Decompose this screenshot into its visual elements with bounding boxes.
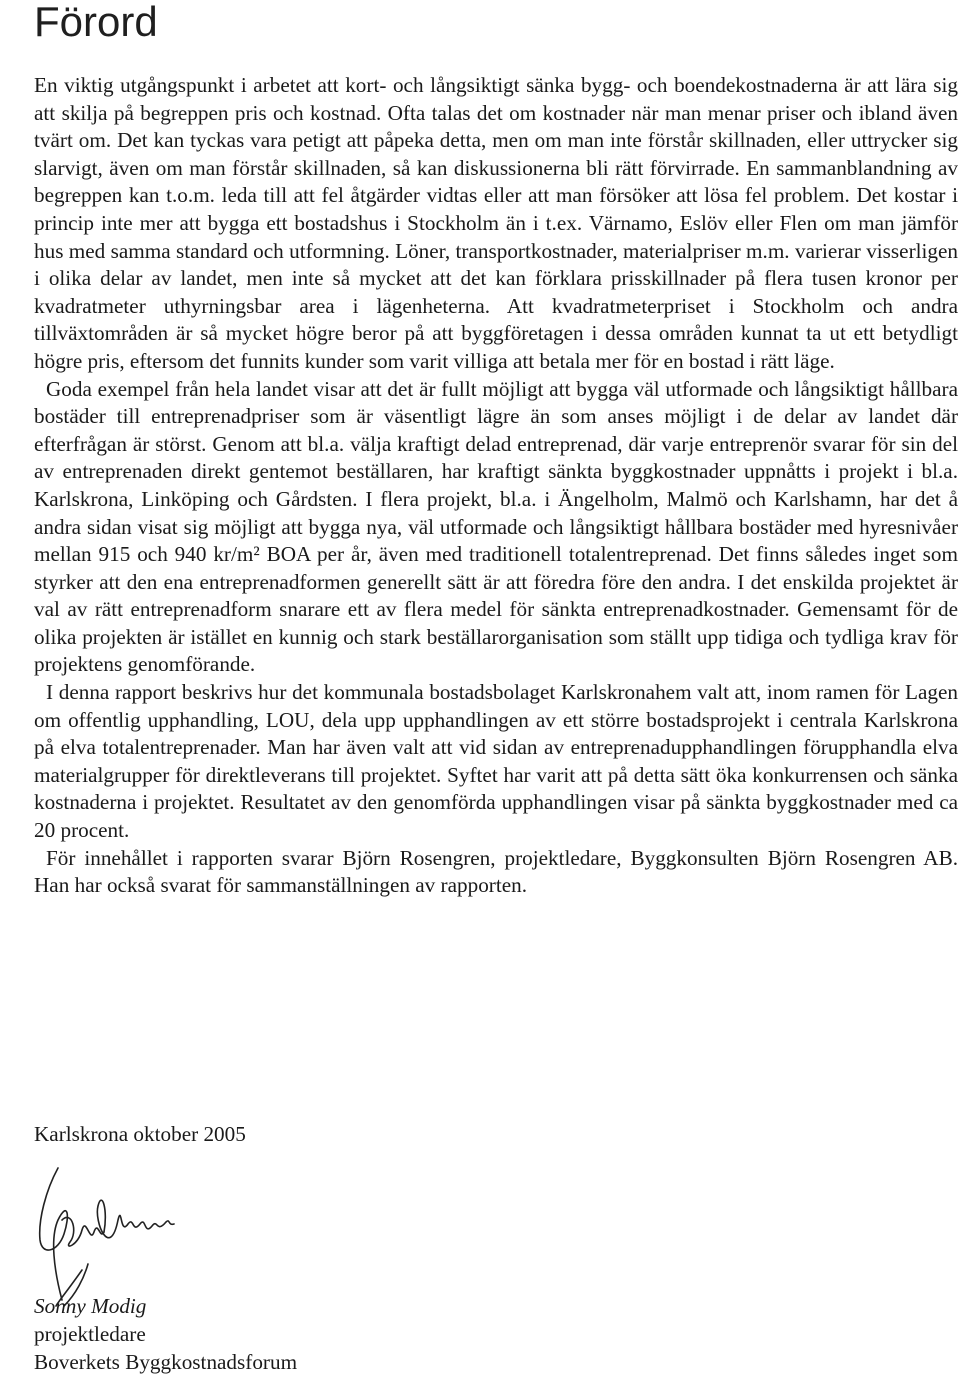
body-text (34, 72, 958, 900)
signatory-organization: Boverkets Byggkostnadsforum (34, 1350, 298, 1374)
page-title: Förord (34, 0, 158, 45)
paragraph-1: En viktig utgångspunkt i arbetet att kort- och långsiktigt sänka bygg- och boendekostnaderna är att lära sig att skilja på begreppen pris och kostnad. Ofta talas det om kostnader när man menar priser och ibland även tvärt om. Det kan tyckas vara petigt att påpeka detta, men om man inte förstår skillnaden, eller uttrycker sig slarvigt, även om man förstår skillnaden, så kan diskussionerna bli rätt förvirrade. En sammanblandning av begreppen kan t.o.m. leda till att fel åtgärder vidtas eller att man försöker att lösa fel problem. Det kostar i princip inte mer att bygga ett bostadshus i Stockholm än i t.ex. Värnamo, Eslöv eller Flen om man jämför hus med samma standard och utformning. Löner, transportkostnader, materialpriser m.m. varierar visserligen i olika delar av landet, men inte så mycket att det kan förklara prisskillnader på flera tusen kronor per kvadratmeter uthyrningsbar area i lägenheterna. Att kvadratmeterpriset i Stockholm och andra tillväxtområden är så mycket högre beror på att byggföretagen i dessa områden kunnat ta ut ett betydligt högre pris, eftersom det funnits kunder som varit villiga att betala mer för en bostad i rätt läge. (34, 73, 958, 373)
signature-block (34, 1292, 297, 1376)
dateline: Karlskrona oktober 2005 (34, 1122, 246, 1146)
paragraph-2: Goda exempel från hela landet visar att det är fullt möjligt att bygga väl utformade och långsiktigt hållbara bostäder till entreprenadpriser som är väsentligt lägre än som anses möjligt i de delar av landet där efterfrågan är störst. Genom att bl.a. välja kraftigt delad entreprenad, där varje entreprenör svarar för sin del av entreprenaden direkt gentemot beställaren, har kraftigt sänkta byggkostnader uppnåtts i projekt i bl.a. Karlskrona, Linköping och Gårdsten. I flera projekt, bl.a. i Ängelholm, Malmö och Karlshamn, har det å andra sidan visat sig möjligt att bygga nya, väl utformade och långsiktigt hållbara bostäder med hyresnivåer mellan 915 och 940 kr/m² BOA per år, även med traditionell totalentreprenad. Det finns således inget som styrker att den ena entreprenadformen generellt sätt är att föredra före den andra. I det enskilda projektet är val av rätt entreprenadform snarare ett av flera medel för sänkta entreprenadkostnader. Gemensamt för de olika projekten är istället en kunnig och stark beställarorganisation som ställt upp tidiga och tydliga krav för projektens genomförande. (34, 376, 958, 677)
handwritten-signature (28, 1160, 178, 1310)
signatory-role: projektledare (34, 1322, 146, 1346)
signatory-name: Sonny Modig (34, 1294, 147, 1318)
paragraph-4: För innehållet i rapporten svarar Björn Rosengren, projektledare, Byggkonsulten Björn Rosengren AB. Han har också svarat för sammanställningen av rapporten. (34, 845, 958, 898)
paragraph-3: I denna rapport beskrivs hur det kommunala bostadsbolaget Karlskronahem valt att, inom ramen för Lagen om offentlig upphandling, LOU, dela upp upphandlingen av ett större bostadsprojekt i centrala Karlskrona på elva totalentreprenader. Man har även valt att vid sidan av entreprenadupphandlingen förupphandla elva materialgrupper för direktleverans till projektet. Syftet har varit att på detta sätt öka konkurrensen och sänka kostnaderna i projektet. Resultatet av den genomförda upphandlingen visar på sänkta byggkostnader med ca 20 procent. (34, 680, 958, 843)
